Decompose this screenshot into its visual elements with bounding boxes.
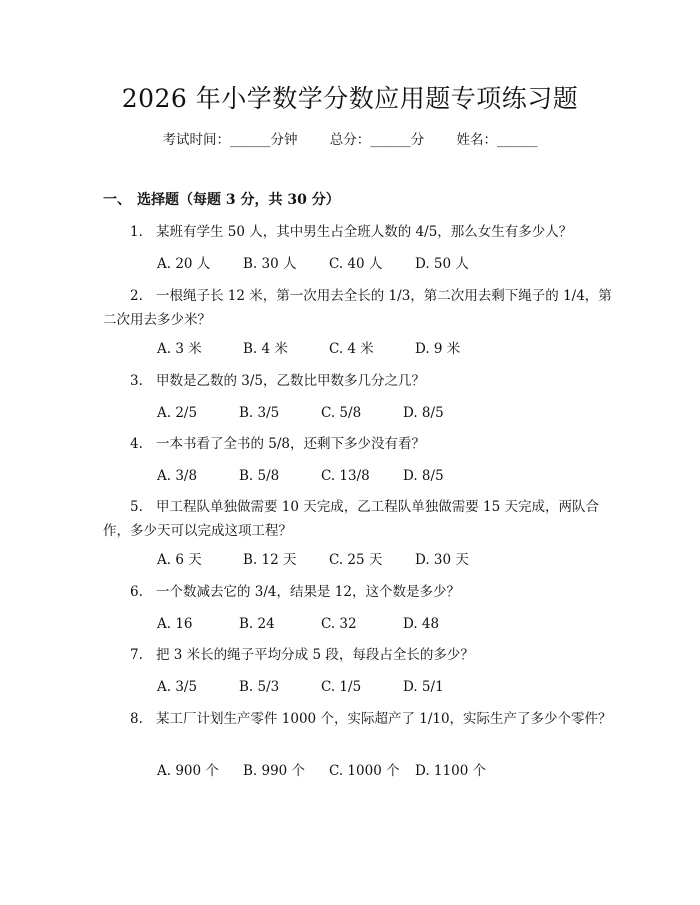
option-c: C. 1/5 bbox=[321, 679, 362, 695]
question-text: 一本书看了全书的 5/8，还剩下多少没有看？ bbox=[156, 436, 426, 452]
question-3-options bbox=[157, 403, 444, 423]
option-a: A. 3/5 bbox=[157, 679, 198, 695]
section-title: 选择题（每题 3 分，共 30 分） bbox=[137, 192, 340, 208]
option-b: B. 5/3 bbox=[239, 679, 280, 695]
question-number: 6. bbox=[130, 584, 143, 600]
name-group bbox=[457, 130, 538, 150]
total-score-blank: ______ bbox=[370, 132, 411, 148]
option-d: D. 50 人 bbox=[415, 256, 469, 272]
question-4 bbox=[103, 432, 613, 456]
option-b: B. 24 bbox=[239, 616, 275, 632]
option-d: D. 1100 个 bbox=[415, 763, 487, 779]
question-number: 4. bbox=[130, 436, 143, 452]
exam-time-blank: ______ bbox=[229, 132, 271, 148]
option-a: A. 900 个 bbox=[157, 763, 219, 779]
option-c: C. 5/8 bbox=[321, 405, 362, 421]
name-label: 姓名： bbox=[456, 132, 498, 148]
question-7 bbox=[103, 643, 613, 667]
option-a: A. 2/5 bbox=[157, 405, 198, 421]
question-6 bbox=[103, 580, 613, 604]
question-4-options bbox=[157, 466, 444, 486]
total-score-unit: 分 bbox=[410, 132, 425, 148]
option-c: C. 25 天 bbox=[329, 552, 383, 568]
option-d: D. 48 bbox=[403, 616, 440, 632]
option-b: B. 990 个 bbox=[243, 763, 306, 779]
option-d: D. 8/5 bbox=[403, 468, 444, 484]
exam-time-group bbox=[162, 130, 297, 150]
option-d: D. 5/1 bbox=[403, 679, 444, 695]
question-1 bbox=[103, 220, 613, 244]
exam-time-label: 考试时间： bbox=[162, 132, 230, 148]
option-b: B. 4 米 bbox=[243, 341, 288, 357]
option-a: A. 6 天 bbox=[157, 552, 202, 568]
option-d: D. 9 米 bbox=[415, 341, 461, 357]
question-text: 一个数减去它的 3/4，结果是 12，这个数是多少？ bbox=[156, 584, 460, 600]
section-heading bbox=[103, 190, 340, 210]
page-title: 2026 年小学数学分数应用题专项练习题 bbox=[121, 84, 579, 113]
option-b: B. 3/5 bbox=[239, 405, 280, 421]
question-text: 某工厂计划生产零件 1000 个，实际超产了 1/10，实际生产了多少个零件？ bbox=[156, 711, 612, 727]
question-5 bbox=[103, 495, 613, 543]
question-text: 甲数是乙数的 3/5，乙数比甲数多几分之几？ bbox=[156, 373, 426, 389]
option-a: A. 3/8 bbox=[157, 468, 198, 484]
option-b: B. 30 人 bbox=[243, 256, 297, 272]
question-text: 某班有学生 50 人，其中男生占全班人数的 4/5，那么女生有多少人？ bbox=[156, 224, 573, 240]
option-c: C. 40 人 bbox=[329, 256, 383, 272]
question-number: 5. bbox=[130, 499, 143, 515]
section-number: 一、 bbox=[103, 192, 131, 208]
question-text: 一根绳子长 12 米，第一次用去全长的 1/3，第二次用去剩下绳子的 1/4，第二次用去多少米？ bbox=[103, 288, 612, 328]
total-score-group bbox=[330, 130, 425, 150]
question-8-options bbox=[157, 761, 486, 781]
question-6-options bbox=[157, 614, 439, 634]
option-d: D. 30 天 bbox=[415, 552, 469, 568]
question-5-options bbox=[157, 550, 469, 570]
option-b: B. 12 天 bbox=[243, 552, 297, 568]
question-text: 甲工程队单独做需要 10 天完成，乙工程队单独做需要 15 天完成，两队合作，多少天可以完成这项工程？ bbox=[103, 499, 600, 539]
option-d: D. 8/5 bbox=[403, 405, 444, 421]
question-2 bbox=[103, 284, 613, 332]
question-number: 2. bbox=[130, 288, 143, 304]
option-c: C. 4 米 bbox=[329, 341, 374, 357]
question-text: 把 3 米长的绳子平均分成 5 段，每段占全长的多少？ bbox=[156, 647, 474, 663]
question-7-options bbox=[157, 677, 444, 697]
option-b: B. 5/8 bbox=[239, 468, 280, 484]
name-blank: ______ bbox=[497, 132, 538, 148]
option-a: A. 16 bbox=[157, 616, 193, 632]
option-a: A. 20 人 bbox=[157, 256, 211, 272]
question-2-options bbox=[157, 339, 460, 359]
exam-time-unit: 分钟 bbox=[270, 132, 298, 148]
question-3 bbox=[103, 369, 613, 393]
question-number: 1. bbox=[130, 224, 143, 240]
question-number: 3. bbox=[130, 373, 143, 389]
question-number: 7. bbox=[130, 647, 143, 663]
question-8 bbox=[103, 707, 613, 731]
question-1-options bbox=[157, 254, 469, 274]
option-a: A. 3 米 bbox=[157, 341, 202, 357]
question-number: 8. bbox=[130, 711, 143, 727]
option-c: C. 13/8 bbox=[321, 468, 370, 484]
option-c: C. 32 bbox=[321, 616, 357, 632]
total-score-label: 总分： bbox=[329, 132, 371, 148]
option-c: C. 1000 个 bbox=[329, 763, 400, 779]
exam-info-line bbox=[0, 130, 700, 150]
